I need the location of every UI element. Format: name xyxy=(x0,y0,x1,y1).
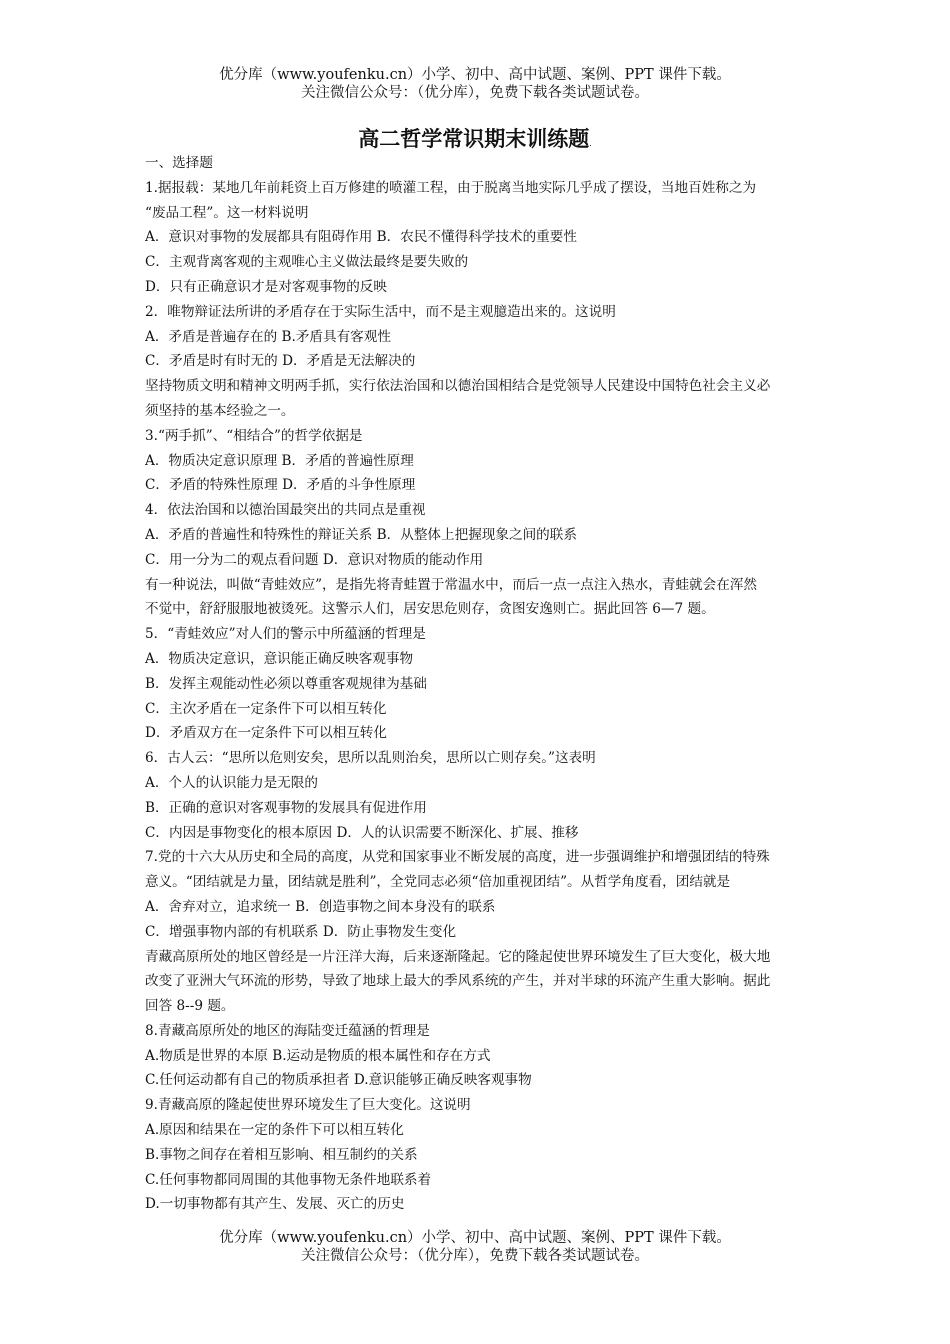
text-line: B．正确的意识对客观事物的发展具有促进作用 xyxy=(145,799,427,816)
text-line: 改变了亚洲大气环流的形势，导致了地球上最大的季风系统的产生，并对半球的环流产生重大影响。据此 xyxy=(145,973,771,990)
text-line: C.任何运动都有自己的物质承担者 D.意识能够正确反映客观事物 xyxy=(145,1072,532,1089)
text-line: C．主次矛盾在一定条件下可以相互转化 xyxy=(145,700,387,717)
text-line: 3.“两手抓”、“相结合”的哲学依据是 xyxy=(145,427,363,444)
text-line: C．内因是事物变化的根本原因 D．人的认识需要不断深化、扩展、推移 xyxy=(145,824,579,841)
text-line: A．矛盾的普遍性和特殊性的辩证关系 B．从整体上把握现象之间的联系 xyxy=(145,526,577,543)
text-line: D．只有正确意识才是对客观事物的反映 xyxy=(145,278,387,295)
text-line: 青藏高原所处的地区曾经是一片汪洋大海，后来逐渐隆起。它的隆起使世界环境发生了巨大变化，极大地 xyxy=(145,948,771,965)
text-line: D．矛盾双方在一定条件下可以相互转化 xyxy=(145,725,387,742)
text-line: 9.青藏高原的隆起使世界环境发生了巨大变化。这说明 xyxy=(145,1097,471,1114)
page-header xyxy=(0,66,950,102)
text-line: C．矛盾的特殊性原理 D．矛盾的斗争性原理 xyxy=(145,477,416,494)
text-line: A．舍弃对立，追求统一 B．创造事物之间本身没有的联系 xyxy=(145,898,496,915)
text-line: 意义。“团结就是力量，团结就是胜利”，全党同志必须“倍加重视团结”。从哲学角度看，团结就是 xyxy=(145,874,731,891)
text-line: “废品工程”。这一材料说明 xyxy=(145,204,309,221)
text-line: 2．唯物辩证法所讲的矛盾存在于实际生活中，而不是主观臆造出来的。这说明 xyxy=(145,303,616,320)
text-line: A.原因和结果在一定的条件下可以相互转化 xyxy=(145,1122,404,1139)
text-line: C．主观背离客观的主观唯心主义做法最终是要失败的 xyxy=(145,254,469,271)
text-line: 不觉中，舒舒服服地被烫死。这警示人们，居安思危则存，贪图安逸则亡。据此回答 6—7 题。 xyxy=(145,601,715,618)
footer-line-2: 关注微信公众号：（优分库），免费下载各类试题试卷。 xyxy=(301,1248,649,1264)
title-mark: . xyxy=(589,139,592,148)
text-line: 有一种说法，叫做“青蛙效应”，是指先将青蛙置于常温水中，而后一点一点注入热水，青蛙就会在浑然 xyxy=(145,576,758,593)
text-line: A.物质是世界的本原 B.运动是物质的根本属性和存在方式 xyxy=(145,1047,491,1064)
text-line: C．用一分为二的观点看问题 D．意识对物质的能动作用 xyxy=(145,551,484,568)
text-line: B．发挥主观能动性必须以尊重客观规律为基础 xyxy=(145,675,427,692)
header-line-2: 关注微信公众号：（优分库），免费下载各类试题试卷。 xyxy=(301,85,649,101)
document-body xyxy=(145,151,807,1217)
text-line: D.一切事物都有其产生、发展、灭亡的历史 xyxy=(145,1196,405,1213)
title-text: 高二哲学常识期末训练题 xyxy=(358,127,590,151)
page-footer xyxy=(0,1229,950,1265)
footer-line-1: 优分库（www.youfenku.cn）小学、初中、高中试题、案例、PPT 课件下载。 xyxy=(219,1230,731,1246)
text-line: 6．古人云：“思所以危则安矣，思所以乱则治矣，思所以亡则存矣。”这表明 xyxy=(145,750,596,767)
text-line: 4．依法治国和以德治国最突出的共同点是重视 xyxy=(145,502,426,519)
text-line: C.任何事物都同周围的其他事物无条件地联系着 xyxy=(145,1171,432,1188)
text-line: 8.青藏高原所处的地区的海陆变迁蕴涵的哲理是 xyxy=(145,1022,430,1039)
text-line: A．意识对事物的发展都具有阻碍作用 B．农民不懂得科学技术的重要性 xyxy=(145,229,577,246)
text-line: 7.党的十六大从历史和全局的高度，从党和国家事业不断发展的高度，进一步强调维护和增强团结的特殊 xyxy=(145,849,770,866)
text-line: C．增强事物内部的有机联系 D．防止事物发生变化 xyxy=(145,923,457,940)
text-line: 回答 8--9 题。 xyxy=(145,998,235,1015)
text-line: C．矛盾是时有时无的 D．矛盾是无法解决的 xyxy=(145,353,416,370)
text-line: 1.据报载：某地几年前耗资上百万修建的喷灌工程，由于脱离当地实际几乎成了摆设，当地百姓称之为 xyxy=(145,179,757,196)
text-line: 坚持物质文明和精神文明两手抓，实行依法治国和以德治国相结合是党领导人民建设中国特色社会主义必 xyxy=(145,378,771,395)
text-line: 5．“青蛙效应”对人们的警示中所蕴涵的哲理是 xyxy=(145,626,426,643)
text-line: 一、选择题 xyxy=(145,155,213,171)
document-title xyxy=(0,123,950,153)
text-line: A．物质决定意识原理 B．矛盾的普遍性原理 xyxy=(145,452,414,469)
text-line: A．个人的认识能力是无限的 xyxy=(145,774,318,791)
header-line-1: 优分库（www.youfenku.cn）小学、初中、高中试题、案例、PPT 课件下载。 xyxy=(219,67,731,83)
text-line: A．物质决定意识，意识能正确反映客观事物 xyxy=(145,650,414,667)
text-line: B.事物之间存在着相互影响、相互制约的关系 xyxy=(145,1146,418,1163)
text-line: 须坚持的基本经验之一。 xyxy=(145,402,295,419)
text-line: A．矛盾是普遍存在的 B.矛盾具有客观性 xyxy=(145,328,391,345)
